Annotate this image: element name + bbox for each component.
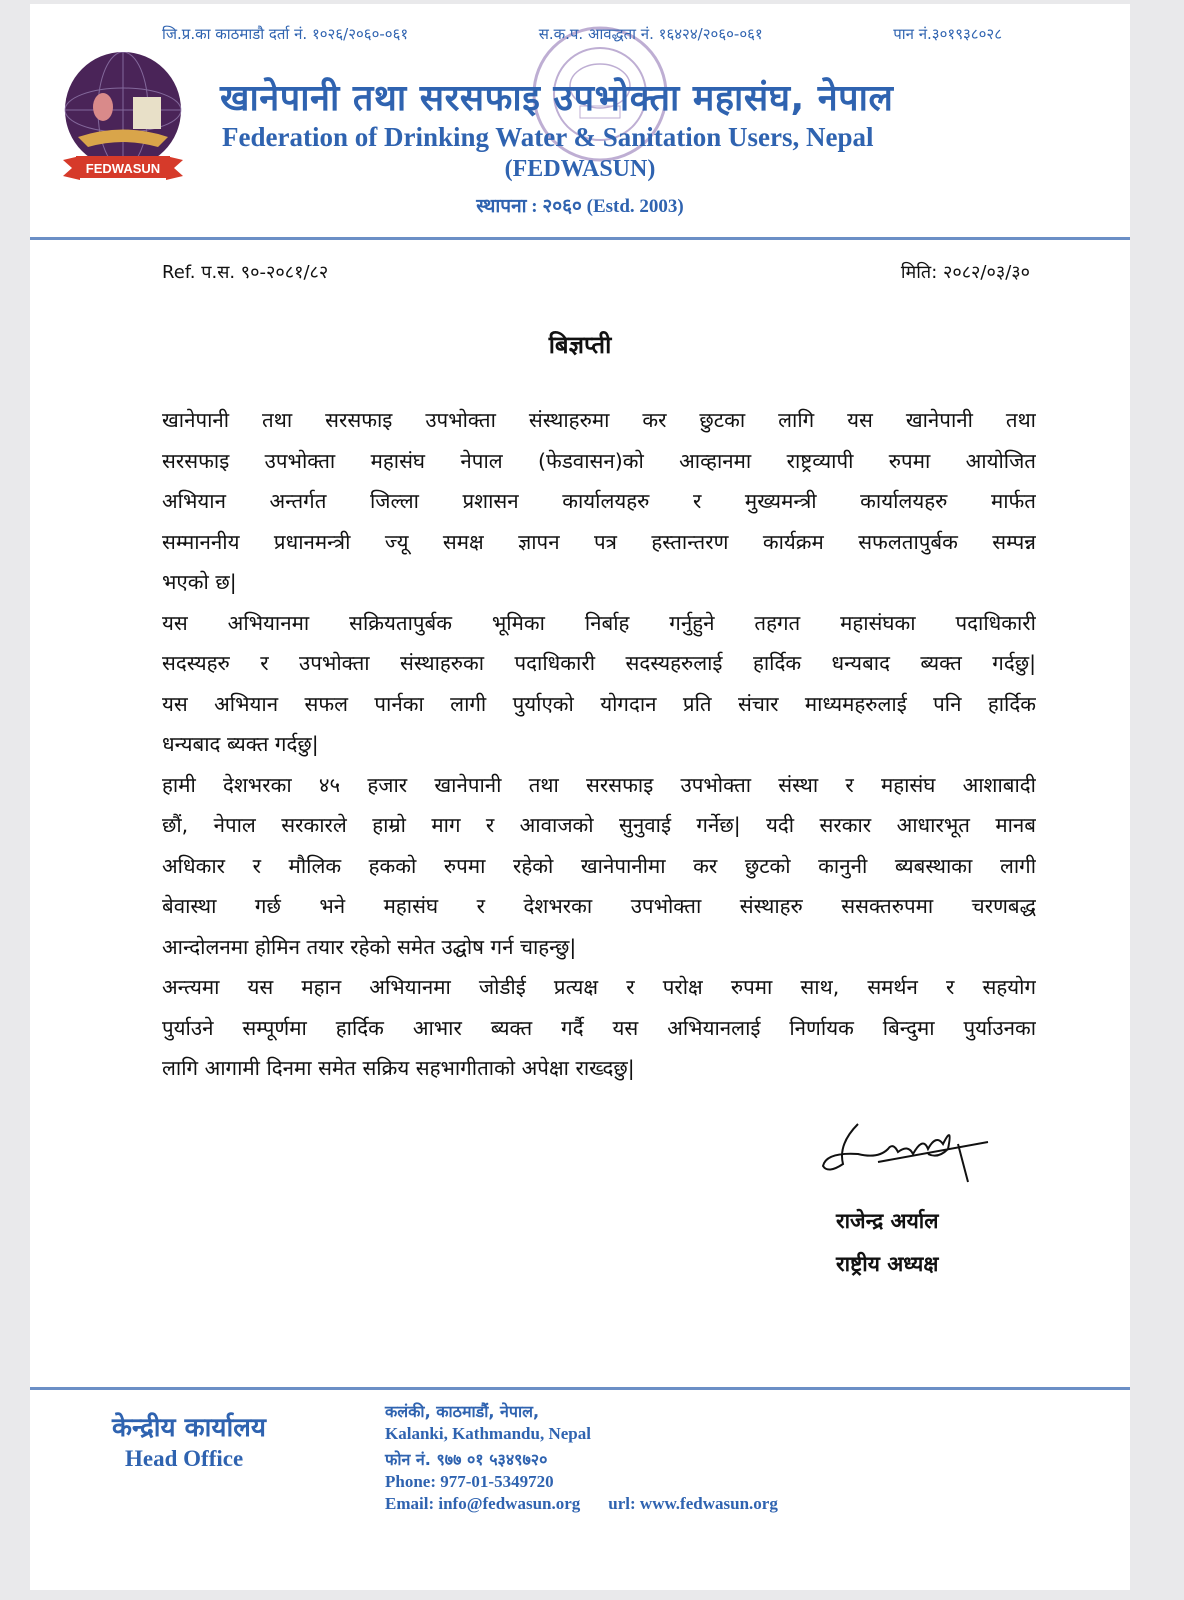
phone-english: Phone: 977-01-5349720 xyxy=(385,1472,554,1491)
body-line: छौं, नेपाल सरकारले हाम्रो माग र आवाजको सुनुवाई गर्नेछ| यदी सरकार आधारभूत मानब xyxy=(162,813,1036,837)
body-line: खानेपानी तथा सरसफाइ उपभोक्ता संस्थाहरुमा कर छुटका लागि यस खानेपानी तथा xyxy=(162,408,1036,432)
body-line: सदस्यहरु र उपभोक्ता संस्थाहरुका पदाधिकारी सदस्यहरुलाई हार्दिक धन्यबाद ब्यक्त गर्दछु| xyxy=(162,651,1036,675)
body-line: बेवास्था गर्छ भने महासंघ र देशभरका उपभोक्ता संस्थाहरु ससक्तरुपमा चरणबद्ध xyxy=(162,894,1036,918)
registration-number: जि.प्र.का काठमाडौ दर्ता नं. १०२६/२०६०-०६१ xyxy=(162,25,409,43)
contact-row xyxy=(385,1494,778,1514)
body-line: धन्यबाद ब्यक्त गर्दछु| xyxy=(162,732,319,756)
signatory-title: राष्ट्रीय अध्यक्ष xyxy=(836,1252,939,1276)
body-line: सरसफाइ उपभोक्ता महासंघ नेपाल (फेडवासन)को आव्हानमा राष्ट्रव्यापी रुपमा आयोजित xyxy=(162,448,1036,473)
address-nepali: कलंकी, काठमाडौं, नेपाल, xyxy=(385,1402,540,1421)
body-line: हामी देशभरका ४५ हजार खानेपानी तथा सरसफाइ उपभोक्ता संस्था र महासंघ आशाबादी xyxy=(162,772,1036,797)
organization-name-nepali: खानेपानी तथा सरसफाइ उपभोक्ता महासंघ, नेपाल xyxy=(220,78,894,119)
signature xyxy=(818,1114,998,1194)
phone-nepali: फोन नं. ९७७ ०१ ५३४९७२० xyxy=(385,1450,548,1469)
pan-number: पान नं.३०१९३८०२८ xyxy=(893,25,1002,43)
reference-number: Ref. प.स. ९०-२०८१/८२ xyxy=(162,262,329,283)
body-line: यस अभियान सफल पार्नका लागी पुर्याएको योगदान प्रति संचार माध्यमहरुलाई पनि हार्दिक xyxy=(162,691,1036,716)
website-link[interactable]: url: www.fedwasun.org xyxy=(608,1494,778,1513)
body-line: पुर्याउने सम्पूर्णमा हार्दिक आभार ब्यक्त गर्दै यस अभियानलाई निर्णायक बिन्दुमा पुर्याउनका xyxy=(162,1015,1036,1040)
body-line: लागि आगामी दिनमा समेत सक्रिय सहभागीताको अपेक्षा राख्दछु| xyxy=(162,1056,635,1080)
body-line: अधिकार र मौलिक हकको रुपमा रहेको खानेपानीमा कर छुटको कानुनी ब्यबस्थाका लागी xyxy=(162,853,1036,878)
notice-body xyxy=(162,404,1036,1093)
body-line: सम्माननीय प्रधानमन्त्री ज्यू समक्ष ज्ञापन पत्र हस्तान्तरण कार्यक्रम सफलतापुर्बक सम्पन्न xyxy=(162,529,1036,554)
letter-page xyxy=(30,4,1130,1590)
head-office-english: Head Office xyxy=(125,1446,244,1471)
header-divider xyxy=(30,237,1130,240)
body-line: यस अभियानमा सक्रियतापुर्बक भूमिका निर्बाह गर्नुहुने तहगत महासंघका पदाधिकारी xyxy=(162,610,1036,635)
registration-row xyxy=(162,24,1002,44)
footer-divider xyxy=(30,1387,1130,1390)
body-line: अभियान अन्तर्गत जिल्ला प्रशासन कार्यालयहरु र मुख्यमन्त्री कार्यालयहरु मार्फत xyxy=(162,489,1036,513)
body-line: अन्त्यमा यस महान अभियानमा जोडीई प्रत्यक्ष र परोक्ष रुपमा साथ, समर्थन र सहयोग xyxy=(162,975,1036,999)
established-date: स्थापना : २०६० (Estd. 2003) xyxy=(476,196,684,217)
address-english: Kalanki, Kathmandu, Nepal xyxy=(385,1424,591,1443)
body-line: आन्दोलनमा होमिन तयार रहेको समेत उद्घोष गर्न चाहन्छु| xyxy=(162,934,577,959)
affiliation-number: स.क.प. आवद्धता नं. १६४२४/२०६०-०६१ xyxy=(538,25,763,43)
body-line: भएको छ| xyxy=(162,570,237,594)
signatory-name: राजेन्द्र अर्याल xyxy=(836,1209,939,1233)
organization-abbreviation: (FEDWASUN) xyxy=(504,156,656,182)
logo-text: FEDWASUN xyxy=(85,161,161,176)
organization-name-english: Federation of Drinking Water & Sanitation Users, Nepal xyxy=(222,122,874,152)
head-office-nepali: केन्द्रीय कार्यालय xyxy=(112,1413,266,1443)
letter-date: मिति: २०८२/०३/३० xyxy=(900,262,1030,283)
email-link[interactable]: Email: info@fedwasun.org xyxy=(385,1494,581,1513)
notice-heading: बिज्ञप्ती xyxy=(548,331,612,359)
